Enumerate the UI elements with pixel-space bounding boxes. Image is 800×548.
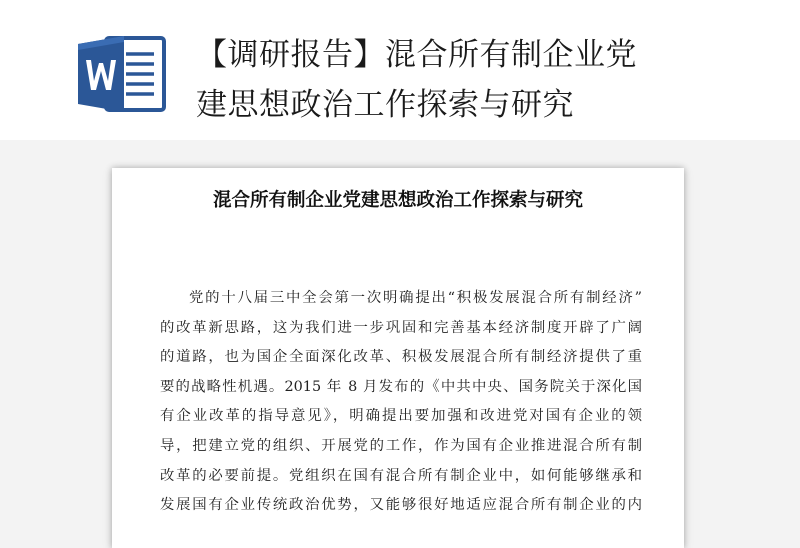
body-line: 要的战略性机遇。2015 年 8 月发布的《中共中央、国务院关于深化国 — [160, 378, 642, 395]
body-line: 有企业改革的指导意见》，明确提出要加强和改进党对国有企业的领 — [160, 408, 642, 425]
document-page — [112, 168, 684, 548]
word-icon — [76, 32, 168, 116]
body-line: 发展国有企业传统政治优势，又能够很好地适应混合所有制企业的内 — [160, 497, 642, 514]
header-banner — [0, 0, 800, 140]
header-title-line-2: 建思想政治工作探索与研究 — [196, 87, 574, 123]
header-title — [196, 30, 776, 130]
body-line: 党的十八届三中全会第一次明确提出“积极发展混合所有制经济” — [189, 290, 642, 306]
document-title: 混合所有制企业党建思想政治工作探索与研究 — [212, 190, 583, 211]
body-line: 的改革新思路，这为我们进一步巩固和完善基本经济制度开辟了广阔 — [160, 319, 642, 336]
body-line: 导，把建立党的组织、开展党的工作，作为国有企业推进混合所有制 — [160, 437, 642, 454]
body-line: 的道路，也为国企全面深化改革、积极发展混合所有制经济提供了重 — [160, 349, 642, 366]
header-title-line-1: 【调研报告】混合所有制企业党 — [196, 37, 637, 73]
body-line: 改革的必要前提。党组织在国有混合所有制企业中，如何能够继承和 — [160, 467, 642, 484]
document-body — [160, 284, 642, 521]
